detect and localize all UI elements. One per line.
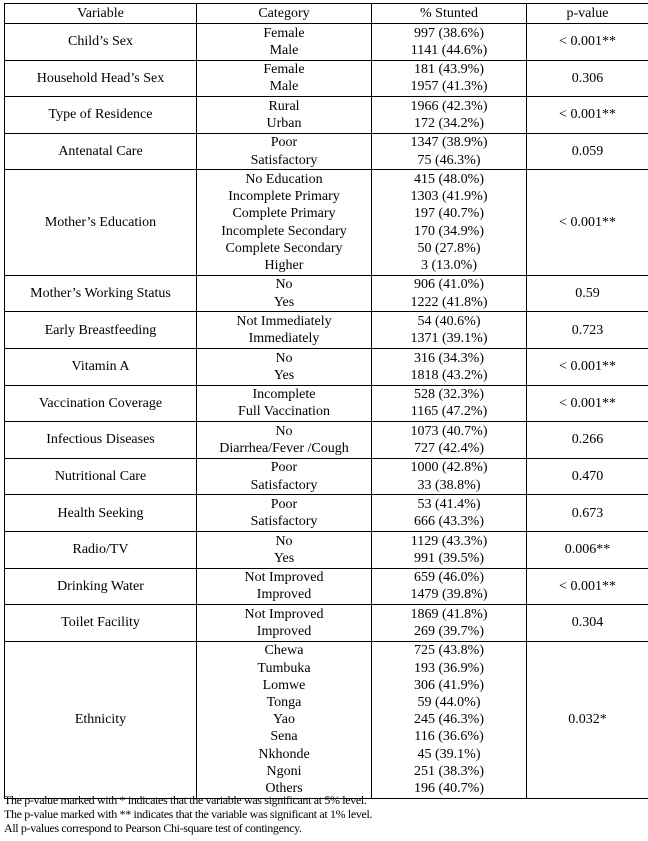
category-value: Ngoni	[266, 763, 302, 779]
table-row	[5, 348, 648, 385]
category-value: Male	[269, 42, 299, 58]
stunted-value: 197 (40.7%)	[414, 206, 484, 222]
p-value-cell: 0.304	[527, 605, 648, 642]
stunted-value: 1141 (44.6%)	[410, 42, 488, 58]
stunted-value: 1165 (47.2%)	[410, 404, 488, 420]
variable-cell: Household Head’s Sex	[5, 60, 197, 97]
stunted-value: 193 (36.9%)	[414, 660, 484, 676]
table-row	[5, 458, 648, 495]
stunted-cell	[372, 275, 527, 312]
stunted-value: 727 (42.4%)	[414, 440, 484, 456]
category-value: Sena	[270, 729, 298, 745]
category-value: No	[275, 423, 293, 439]
p-value-cell: 0.059	[527, 133, 648, 170]
category-cell	[197, 495, 372, 532]
category-value: Lomwe	[262, 677, 306, 693]
p-value-cell: < 0.001**	[527, 170, 648, 275]
stunted-value: 53 (41.4%)	[417, 496, 481, 512]
category-value: Incomplete	[252, 387, 316, 403]
header-stunted: % Stunted	[372, 4, 527, 24]
category-value: Not Immediately	[236, 313, 332, 329]
category-cell	[197, 458, 372, 495]
category-cell	[197, 97, 372, 134]
table-row	[5, 531, 648, 568]
table-row	[5, 133, 648, 170]
category-cell	[197, 170, 372, 275]
stunted-value: 1818 (43.2%)	[410, 367, 488, 383]
stunted-value: 54 (40.6%)	[417, 313, 481, 329]
stunted-value: 1000 (42.8%)	[410, 460, 488, 476]
stunted-value: 1303 (41.9%)	[410, 189, 488, 205]
category-value: Not Improved	[244, 570, 324, 586]
p-value-cell: < 0.001**	[527, 568, 648, 605]
p-value-cell: 0.006**	[527, 531, 648, 568]
category-value: Poor	[270, 496, 298, 512]
stunted-value: 1957 (41.3%)	[410, 79, 488, 95]
stunted-value: 415 (48.0%)	[414, 171, 484, 187]
category-cell	[197, 60, 372, 97]
category-value: Poor	[270, 460, 298, 476]
table-row	[5, 422, 648, 459]
variable-cell: Nutritional Care	[5, 458, 197, 495]
stunted-value: 172 (34.2%)	[414, 115, 484, 131]
stunted-value: 45 (39.1%)	[417, 746, 481, 762]
stunted-value: 1479 (39.8%)	[410, 587, 488, 603]
category-cell	[197, 568, 372, 605]
category-value: Yes	[273, 294, 295, 310]
table-row	[5, 385, 648, 422]
variable-cell: Mother’s Working Status	[5, 275, 197, 312]
stunted-value: 991 (39.5%)	[414, 550, 484, 566]
p-value-cell: 0.723	[527, 312, 648, 349]
category-cell	[197, 348, 372, 385]
table-row	[5, 495, 648, 532]
stunted-cell	[372, 348, 527, 385]
header-category: Category	[197, 4, 372, 24]
category-cell	[197, 641, 372, 798]
category-value: Complete Primary	[232, 206, 336, 222]
stunted-cell	[372, 170, 527, 275]
footnote: All p-values correspond to Pearson Chi-square test of contingency.	[4, 821, 302, 835]
stunted-value: 316 (34.3%)	[414, 350, 484, 366]
category-value: Female	[263, 25, 305, 41]
variable-cell: Child’s Sex	[5, 24, 197, 61]
stunting-table	[4, 3, 648, 799]
p-value-cell: < 0.001**	[527, 385, 648, 422]
footnote: The p-value marked with ** indicates that the variable was significant at 1% level.	[4, 807, 373, 821]
variable-cell: Infectious Diseases	[5, 422, 197, 459]
category-cell	[197, 133, 372, 170]
header-p-value: p-value	[527, 4, 648, 24]
category-value: Female	[263, 62, 305, 78]
variable-cell: Vaccination Coverage	[5, 385, 197, 422]
stunted-cell	[372, 133, 527, 170]
stunted-cell	[372, 495, 527, 532]
table-row	[5, 170, 648, 275]
stunted-value: 1371 (39.1%)	[410, 331, 488, 347]
stunted-value: 306 (41.9%)	[414, 677, 484, 693]
p-value-cell: 0.59	[527, 275, 648, 312]
stunted-cell	[372, 458, 527, 495]
category-value: Complete Secondary	[225, 240, 343, 256]
category-value: Rural	[268, 98, 300, 114]
category-value: Full Vaccination	[238, 404, 330, 420]
stunted-cell	[372, 531, 527, 568]
stunted-value: 528 (32.3%)	[414, 387, 484, 403]
category-value: No	[275, 350, 293, 366]
category-value: Incomplete Primary	[228, 189, 340, 205]
stunted-value: 50 (27.8%)	[417, 240, 481, 256]
variable-cell: Early Breastfeeding	[5, 312, 197, 349]
category-value: No Education	[245, 171, 323, 187]
stunted-value: 196 (40.7%)	[414, 780, 484, 796]
category-value: Satisfactory	[250, 152, 318, 168]
category-value: No	[275, 277, 293, 293]
p-value-cell: 0.032*	[527, 641, 648, 798]
stunted-value: 997 (38.6%)	[414, 25, 484, 41]
stunted-value: 181 (43.9%)	[414, 62, 484, 78]
stunted-cell	[372, 385, 527, 422]
variable-cell: Ethnicity	[5, 641, 197, 798]
category-value: Higher	[264, 257, 304, 273]
stunted-value: 251 (38.3%)	[414, 763, 484, 779]
category-value: Satisfactory	[250, 477, 318, 493]
stunted-cell	[372, 97, 527, 134]
category-cell	[197, 385, 372, 422]
stunted-value: 245 (46.3%)	[414, 712, 484, 728]
header-row	[5, 4, 648, 24]
table-row	[5, 24, 648, 61]
category-cell	[197, 312, 372, 349]
variable-cell: Toilet Facility	[5, 605, 197, 642]
variable-cell: Drinking Water	[5, 568, 197, 605]
category-value: Not Improved	[244, 606, 324, 622]
p-value-cell: 0.470	[527, 458, 648, 495]
variable-cell: Health Seeking	[5, 495, 197, 532]
table-row	[5, 275, 648, 312]
category-value: Diarrhea/Fever /Cough	[219, 440, 349, 456]
category-value: Urban	[266, 115, 302, 131]
category-cell	[197, 24, 372, 61]
variable-cell: Type of Residence	[5, 97, 197, 134]
stunted-value: 1869 (41.8%)	[410, 606, 488, 622]
category-value: Nkhonde	[258, 746, 310, 762]
category-value: Immediately	[248, 331, 320, 347]
table-row	[5, 568, 648, 605]
category-value: Incomplete Secondary	[221, 223, 347, 239]
p-value-cell: 0.266	[527, 422, 648, 459]
category-value: Tumbuka	[257, 660, 311, 676]
stunted-cell	[372, 24, 527, 61]
variable-cell: Radio/TV	[5, 531, 197, 568]
stunted-cell	[372, 641, 527, 798]
stunted-value: 3 (13.0%)	[421, 257, 477, 273]
table-body	[5, 24, 648, 799]
p-value-cell: < 0.001**	[527, 24, 648, 61]
variable-cell: Antenatal Care	[5, 133, 197, 170]
stunted-value: 75 (46.3%)	[417, 152, 481, 168]
stunted-value: 725 (43.8%)	[414, 643, 484, 659]
stunted-cell	[372, 312, 527, 349]
table-row	[5, 312, 648, 349]
stunted-value: 659 (46.0%)	[414, 570, 484, 586]
stunted-cell	[372, 568, 527, 605]
category-value: Improved	[256, 623, 312, 639]
category-value: Others	[265, 780, 303, 796]
stunted-cell	[372, 422, 527, 459]
stunted-value: 116 (36.6%)	[414, 729, 484, 745]
stunted-value: 59 (44.0%)	[417, 694, 481, 710]
table-row	[5, 60, 648, 97]
category-value: No	[275, 533, 293, 549]
stunted-cell	[372, 60, 527, 97]
p-value-cell: 0.306	[527, 60, 648, 97]
category-value: Yes	[273, 550, 295, 566]
category-value: Improved	[256, 587, 312, 603]
category-value: Yao	[273, 712, 295, 728]
stunted-value: 269 (39.7%)	[414, 623, 484, 639]
p-value-cell: < 0.001**	[527, 348, 648, 385]
stunted-value: 906 (41.0%)	[414, 277, 484, 293]
category-cell	[197, 531, 372, 568]
stunted-value: 1222 (41.8%)	[410, 294, 488, 310]
stunted-value: 170 (34.9%)	[414, 223, 484, 239]
category-cell	[197, 275, 372, 312]
footnotes	[4, 793, 372, 835]
variable-cell: Mother’s Education	[5, 170, 197, 275]
table-row	[5, 605, 648, 642]
footnote: The p-value marked with * indicates that the variable was significant at 5% level.	[4, 793, 367, 807]
stunted-value: 1966 (42.3%)	[410, 98, 488, 114]
header-variable: Variable	[5, 4, 197, 24]
category-value: Male	[269, 79, 299, 95]
category-value: Satisfactory	[250, 514, 318, 530]
stunted-value: 1073 (40.7%)	[410, 423, 488, 439]
category-value: Poor	[270, 135, 298, 151]
category-value: Tonga	[266, 694, 302, 710]
category-value: Chewa	[264, 643, 304, 659]
variable-cell: Vitamin A	[5, 348, 197, 385]
category-value: Yes	[273, 367, 295, 383]
stunted-value: 666 (43.3%)	[414, 514, 484, 530]
table-row	[5, 641, 648, 798]
table-row	[5, 97, 648, 134]
stunted-value: 1129 (43.3%)	[410, 533, 488, 549]
stunted-value: 1347 (38.9%)	[410, 135, 488, 151]
p-value-cell: 0.673	[527, 495, 648, 532]
category-cell	[197, 422, 372, 459]
category-cell	[197, 605, 372, 642]
stunted-value: 33 (38.8%)	[417, 477, 481, 493]
p-value-cell: < 0.001**	[527, 97, 648, 134]
stunted-cell	[372, 605, 527, 642]
